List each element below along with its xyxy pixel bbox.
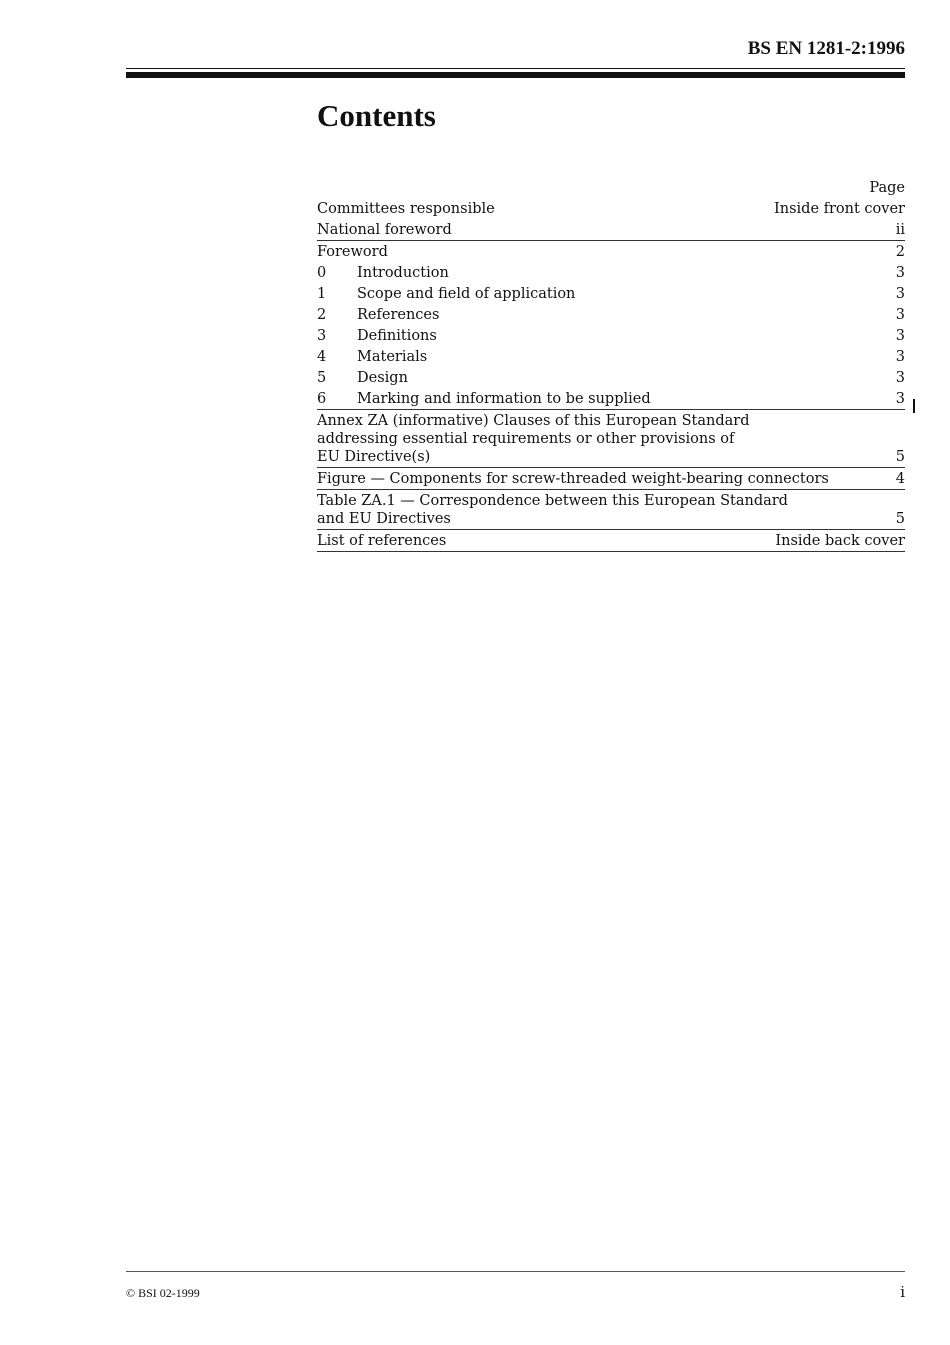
toc-entry-national-foreword[interactable] [317, 219, 905, 241]
header-rule-thick [126, 72, 905, 78]
toc-entry-annex-za[interactable] [317, 410, 905, 468]
page-column-label: Page [869, 180, 905, 196]
toc-entry-label: Scope and field of application [357, 286, 576, 302]
toc-entry-page: 5 [895, 449, 905, 465]
toc-entry-materials[interactable] [317, 346, 905, 367]
toc-entry-line: Table ZA.1 — Correspondence between this European Standard [317, 493, 788, 509]
clause-number: 3 [317, 328, 327, 344]
document-id: BS EN 1281-2:1996 [747, 38, 905, 59]
toc-entry-label: National foreword [317, 222, 452, 238]
toc-entry-page: 5 [895, 511, 905, 527]
clause-number: 0 [317, 265, 327, 281]
toc-entry-page: 3 [895, 370, 905, 386]
toc-entry-page: 4 [895, 471, 905, 487]
toc-entry-page: 3 [895, 265, 905, 281]
toc-entry-page: 3 [895, 328, 905, 344]
clause-number: 5 [317, 370, 327, 386]
toc-entry-page: 3 [895, 307, 905, 323]
page-number: i [900, 1283, 905, 1301]
toc-entry-page: ii [895, 222, 905, 238]
toc-entry-line: EU Directive(s) [317, 449, 431, 465]
footer-rule [126, 1271, 905, 1272]
toc-entry-label: Marking and information to be supplied [357, 391, 651, 407]
toc-entry-table-za1[interactable] [317, 490, 905, 530]
toc-entry-references[interactable] [317, 304, 905, 325]
toc-entry-label: Introduction [357, 265, 449, 281]
toc-entry-label: Foreword [317, 244, 388, 260]
clause-number: 4 [317, 349, 327, 365]
toc-entry-line: and EU Directives [317, 511, 451, 527]
toc-entry-design[interactable] [317, 367, 905, 388]
toc-entry-label: Committees responsible [317, 201, 495, 217]
toc-entry-list-of-references[interactable] [317, 530, 905, 552]
toc-entry-definitions[interactable] [317, 325, 905, 346]
toc-entry-label: Materials [357, 349, 428, 365]
toc-entry-committees[interactable] [317, 198, 905, 219]
page-title: Contents [317, 98, 436, 133]
toc-entry-page: 3 [895, 391, 905, 407]
header-rule-thin [126, 68, 905, 69]
toc-entry-page: 2 [895, 244, 905, 260]
toc-entry-foreword[interactable] [317, 241, 905, 262]
toc-entry-line: addressing essential requirements or other provisions of [317, 431, 735, 447]
toc-entry-label: Design [357, 370, 408, 386]
copyright-notice: © BSI 02-1999 [126, 1286, 200, 1300]
clause-number: 6 [317, 391, 327, 407]
toc-entry-introduction[interactable] [317, 262, 905, 283]
toc-page-column-header [317, 177, 905, 198]
toc-entry-label: Definitions [357, 328, 437, 344]
toc-entry-figure[interactable] [317, 468, 905, 490]
toc-entry-label: List of references [317, 533, 447, 549]
toc-entry-page: Inside front cover [774, 201, 905, 217]
toc-entry-page: 3 [895, 349, 905, 365]
change-bar-marker [913, 399, 915, 413]
clause-number: 2 [317, 307, 327, 323]
toc-entry-scope[interactable] [317, 283, 905, 304]
toc-entry-line: Annex ZA (informative) Clauses of this European Standard [317, 413, 750, 429]
clause-number: 1 [317, 286, 327, 302]
toc-entry-marking[interactable] [317, 388, 905, 410]
toc-entry-label: Figure — Components for screw-threaded weight-bearing connectors [317, 471, 829, 487]
toc-entry-page: Inside back cover [775, 533, 905, 549]
table-of-contents [317, 177, 905, 552]
toc-entry-label: References [357, 307, 440, 323]
toc-entry-page: 3 [895, 286, 905, 302]
